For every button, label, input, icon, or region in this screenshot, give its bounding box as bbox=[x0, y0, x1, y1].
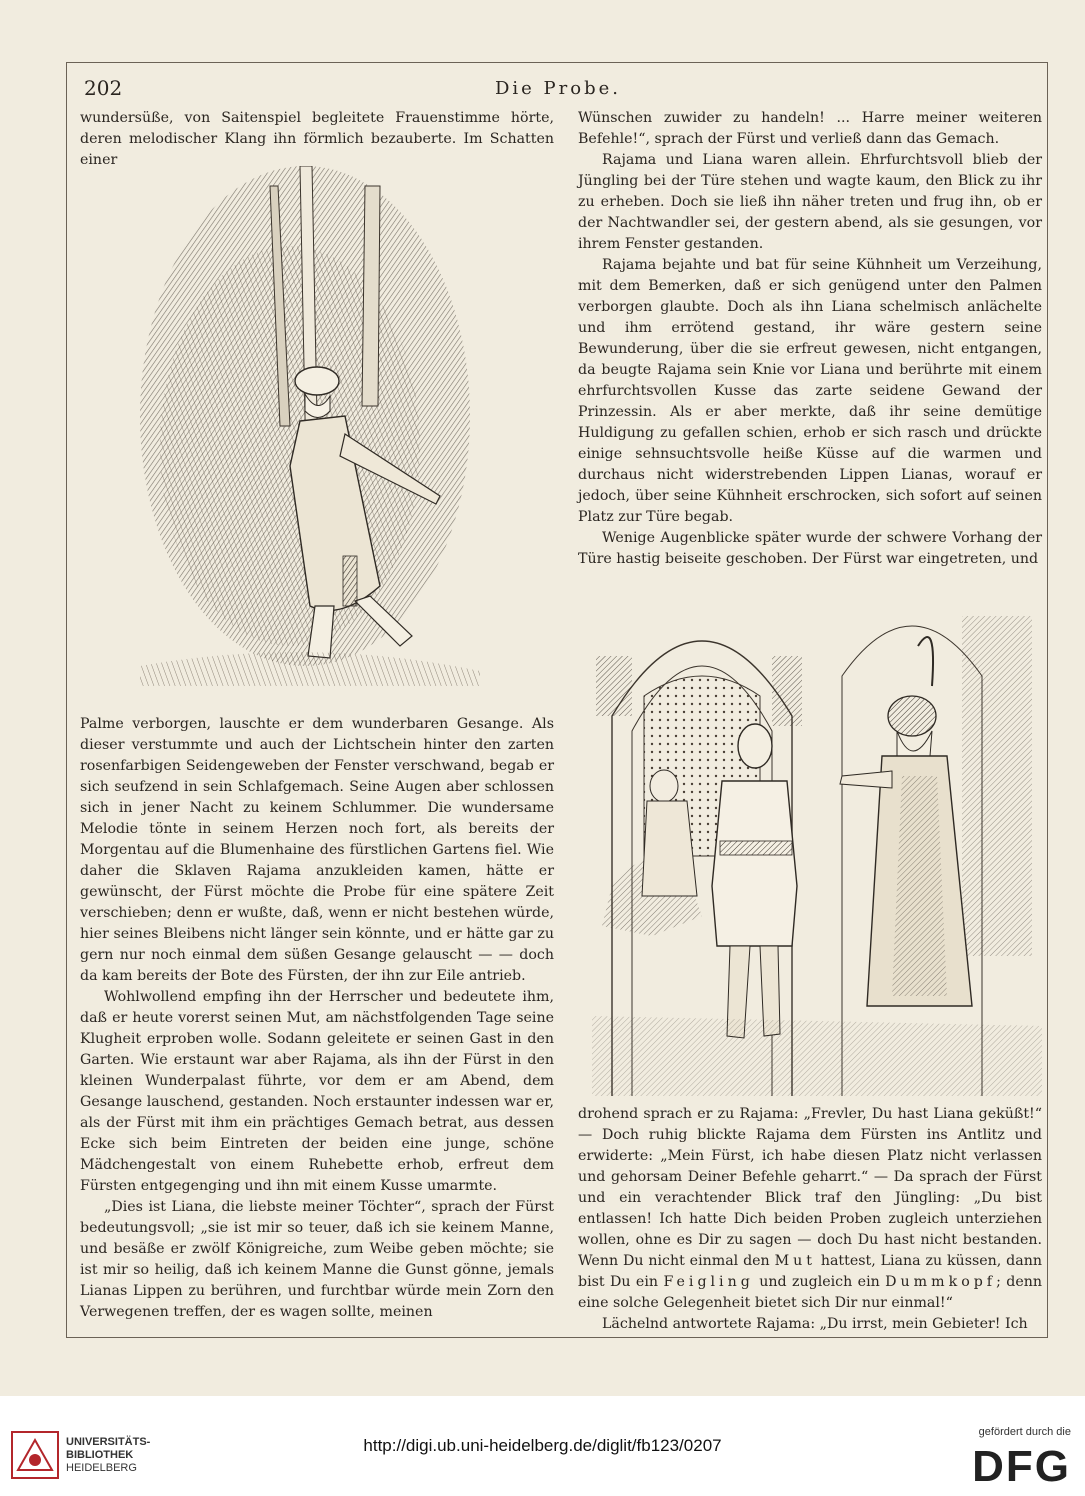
source-url-link[interactable]: http://digi.ub.uni-heidelberg.de/diglit/fb123/0207 bbox=[363, 1436, 722, 1455]
paragraph: Wenige Augenblicke später wurde der schwere Vorhang der Türe hastig beiseite geschoben. Der Fürst war eingetreten, und bbox=[578, 530, 1042, 567]
emphasis-feigling: Feigling bbox=[663, 1274, 754, 1290]
funded-by-label: gefördert durch die bbox=[978, 1426, 1071, 1438]
text-run: hattest, Liana zu küssen, dann bist Du ein bbox=[578, 1253, 1042, 1290]
illustration-youth-in-garden bbox=[140, 166, 480, 686]
paragraph: Lächelnd antwortete Rajama: „Du irrst, mein Gebieter! Ich bbox=[602, 1316, 1028, 1332]
text-run: ; denn eine solche Gelegenheit bietet sich Dir nur einmal!“ bbox=[578, 1274, 1043, 1311]
running-header bbox=[78, 72, 1038, 102]
library-name-line-3: HEIDELBERG bbox=[66, 1462, 137, 1474]
right-column-top bbox=[578, 108, 1042, 570]
text-run: und zugleich ein bbox=[759, 1274, 880, 1290]
dfg-logo[interactable]: DFG bbox=[972, 1442, 1071, 1491]
paragraph: Rajama bejahte und bat für seine Kühnheit um Verzeihung, mit dem Bemerken, daß er sich genügend unter den Palmen verborgen glaubte. Doch als ihn Liana schelmisch anlächelte und ihm errötend gestand, ihr wäre gestern seine Bewunderung, über die sie erfreut gewesen, nicht entgangen, da beugte Rajama sein Knie vor Liana und berührte mit einem ehrfurchtsvollen Kusse das zarte seidene Gewand der Prinzessin. Als er aber merkte, daß ihr seine demütige Huldigung zu gefallen schien, erhob er sich rasch und drückte einige sehnsuchtsvolle heiße Küsse auf die warmen und durchaus nicht widerstrebenden Lippen Lianas, worauf er jedoch, über seine Kühnheit erschrocken, sich sofort auf seinen Platz zur Türe begab. bbox=[578, 257, 1042, 525]
paragraph: „Dies ist Liana, die liebste meiner Töchter“, sprach der Fürst bedeutungsvoll; „sie ist mir so teuer, daß ich sie keinem Manne, und besäße er zwölf Königreiche, zum Weibe geben möchte; sie ist mir so heilig, daß ich keinem Manne die Gunst gönne, jemals Lianas Lippen zu berühren, und furchtbar würde mein Zorn den Verwegenen treffen, der es wagen sollte, meinen bbox=[80, 1199, 554, 1320]
right-column-bottom bbox=[578, 1104, 1042, 1335]
emphasis-mut: Mut bbox=[774, 1253, 816, 1269]
emphasis-dummkopf: Dummkopf bbox=[885, 1274, 997, 1290]
text-run: drohend sprach er zu Rajama: „Frevler, Du hast Liana geküßt!“ — Doch ruhig blickte Rajama dem Fürsten ins Antlitz und erwiderte: „Mein Fürst, ich habe diesen Platz nicht verlassen und gehorsam Deiner Befehle geharrt.“ — Da sprach der Fürst und ein verachtender Blick traf den Jüngling: „Du bist entlassen! Ich hatte Dich beiden Proben zugleich unterziehen wollen, ohne es Dir zu sagen — doch Du hast nicht bestanden. Wenn Du nicht einmal den bbox=[578, 1106, 1042, 1269]
library-name-line-2: BIBLIOTHEK bbox=[66, 1449, 134, 1461]
left-column-top bbox=[80, 108, 554, 171]
footer-bar bbox=[0, 1396, 1085, 1496]
illustration-prince-confrontation bbox=[592, 556, 1042, 1096]
paragraph: Palme verborgen, lauschte er dem wunderbaren Gesange. Als dieser verstummte und auch der Lichtschein hinter den zarten rosenfarbigen Seidengeweben der Fenster verschwand, begab er sich seufzend in sein Schlafgemach. Seine Augen aber schlossen sich in jener Nacht zu keinem Schlummer. Die wundersame Melodie tönte in seinem Herzen noch fort, als bereits der Morgentau auf die Blumenhaine des fürstlichen Gartens fiel. Wie daher die Sklaven Rajama anzukleiden kamen, hätte er gewünscht, der Fürst möchte die Probe für eine spätere Zeit verschieben; denn er wußte, daß, wenn er nicht bestehen würde, hier seines Bleibens nicht länger sein könnte, und er hätte gar zu gern nur noch einmal dem süßen Gesange gelauscht — — doch da kam bereits der Bote des Fürsten, der ihn zur Eile antrieb. bbox=[80, 716, 554, 984]
paragraph bbox=[578, 1104, 1042, 1314]
paragraph: wundersüße, von Saitenspiel begleitete Frauenstimme hörte, deren melodischer Klang ihn förmlich bezauberte. Im Schatten einer bbox=[80, 110, 554, 168]
running-title: Die Probe. bbox=[494, 78, 621, 99]
left-column-bottom bbox=[80, 714, 554, 1323]
paragraph: Wünschen zuwider zu handeln! ... Harre meiner weiteren Befehle!“, sprach der Fürst und verließ dann das Gemach. bbox=[578, 110, 1042, 147]
page-number: 202 bbox=[84, 76, 123, 100]
paragraph: Wohlwollend empfing ihn der Herrscher und bedeutete ihm, daß er heute vorerst seinen Mut, am nächstfolgenden Tage seine Klugheit erproben wolle. Sodann geleitete er seinen Gast in den Garten. Wie erstaunt war aber Rajama, als ihn der Fürst in den kleinen Wunderpalast führte, vor dem er am Abend, dem Gesange lauschend, gestanden. Noch erstaunter indessen war er, als der Fürst mit ihm ein prächtiges Gemach betrat, aus dessen Ecke sich beim Eintreten der beiden eine junge, schöne Mädchengestalt von einem Ruhebette erhob, erfreut dem Fürsten entgegenging und ihn mit einem Kusse umarmte. bbox=[80, 989, 554, 1194]
paragraph: Rajama und Liana waren allein. Ehrfurchtsvoll blieb der Jüngling bei der Türe stehen und wagte kaum, den Blick zu ihr zu erheben. Doch sie ließ ihn näher treten und frug ihn, ob er der Nachtwandler sei, der gestern abend, als sie gesungen, vor ihrem Fenster gestanden. bbox=[578, 152, 1042, 252]
library-name-line-1: UNIVERSITÄTS- bbox=[66, 1436, 151, 1448]
